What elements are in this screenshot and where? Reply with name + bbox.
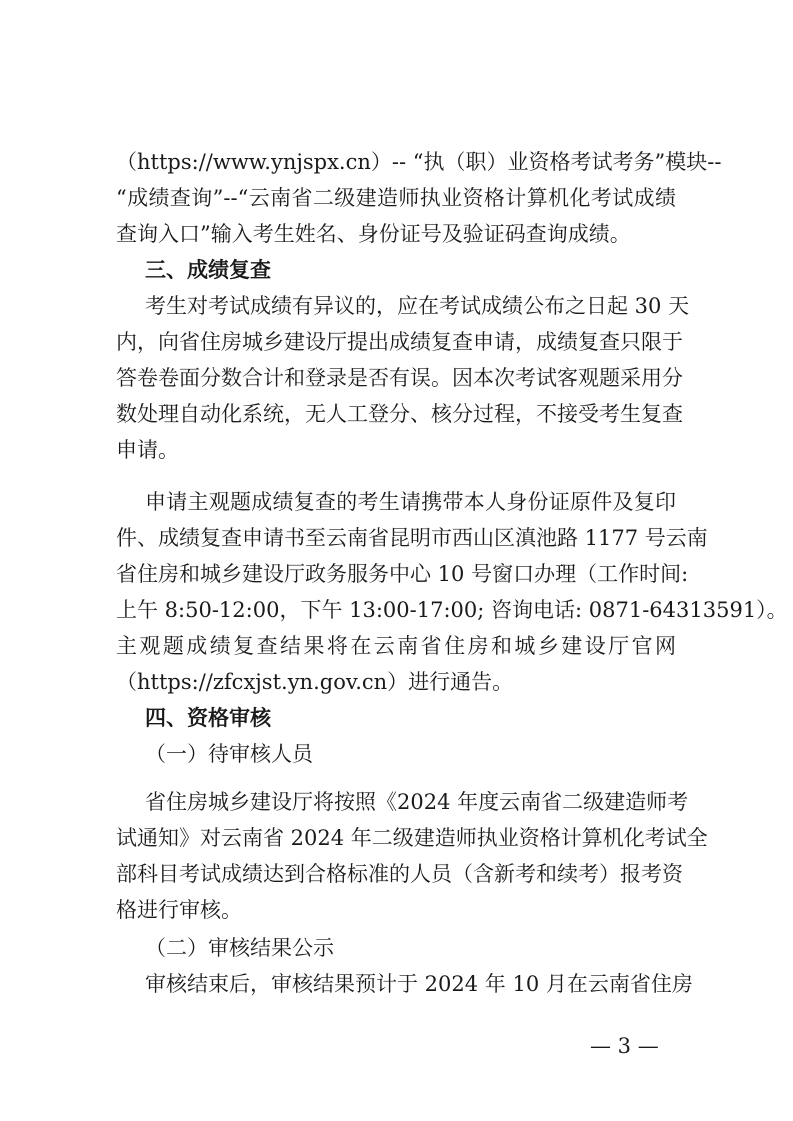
body-line: 答卷卷面分数合计和登录是否有误。因本次考试客观题采用分 [116, 366, 683, 390]
subsection-heading-results: （二）审核结果公示 [145, 936, 334, 960]
body-line: 考生对考试成绩有异议的，应在考试成绩公布之日起 30 天 [145, 294, 690, 318]
section-heading-qualification: 四、资格审核 [145, 706, 271, 730]
body-line: 试通知》对云南省 2024 年二级建造师执业资格计算机化考试全 [116, 826, 708, 850]
body-line: 申请主观题成绩复查的考生请携带本人身份证原件及复印 [145, 490, 676, 514]
body-line: 件、成绩复查申请书至云南省昆明市西山区滇池路 1177 号云南 [116, 526, 708, 550]
body-line: 格进行审核。 [116, 898, 242, 922]
body-line: （https://zfcxjst.yn.gov.cn）进行通告。 [116, 670, 514, 694]
subsection-heading-pending: （一）待审核人员 [145, 742, 313, 766]
body-line: （https://www.ynjspx.cn）-- “执（职）业资格考试考务”模块-- [116, 150, 722, 174]
body-line: 内，向省住房城乡建设厅提出成绩复查申请，成绩复查只限于 [116, 330, 683, 354]
page-number: — 3 — [590, 1034, 659, 1058]
body-line: 省住房城乡建设厅将按照《2024 年度云南省二级建造师考 [145, 790, 689, 814]
body-line: 上午 8:50-12:00，下午 13:00-17:00; 咨询电话: 0871-64313591）。 [116, 598, 788, 622]
body-line: 查询入口”输入考生姓名、身份证号及验证码查询成绩。 [116, 222, 631, 246]
body-line: 部科目考试成绩达到合格标准的人员（含新考和续考）报考资 [116, 862, 683, 886]
body-line: 省住房和城乡建设厅政务服务中心 10 号窗口办理（工作时间: [116, 562, 689, 586]
body-line: “成绩查询”--“云南省二级建造师执业资格计算机化考试成绩 [116, 186, 676, 210]
body-line: 申请。 [116, 438, 179, 462]
body-line: 主观题成绩复查结果将在云南省住房和城乡建设厅官网 [116, 634, 676, 658]
section-heading-review: 三、成绩复查 [145, 258, 271, 282]
body-line: 数处理自动化系统，无人工登分、核分过程，不接受考生复查 [116, 402, 683, 426]
body-line: 审核结束后，审核结果预计于 2024 年 10 月在云南省住房 [145, 972, 693, 996]
